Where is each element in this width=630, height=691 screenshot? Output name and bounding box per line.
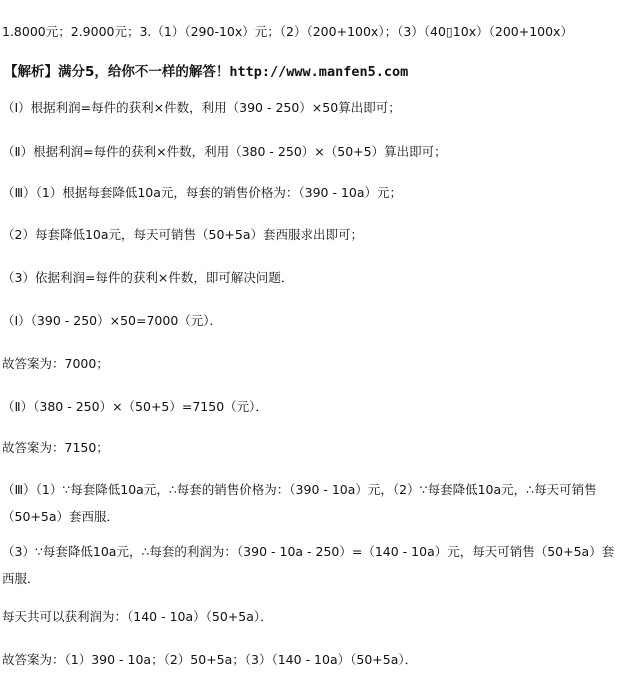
solution-part-1: （Ⅰ）（390 - 250）×50=7000（元）． — [2, 313, 223, 328]
explanation-line-1: （Ⅰ）根据利润=每件的获利×件数，利用（390 - 250）×50算出即可； — [2, 100, 401, 115]
answer-line: 1.8000元；2.9000元；3.（1）（290-10x）元；（2）（200+100x）；（3）（40▯10x）（200+100x） — [2, 24, 573, 39]
final-answer-line: 故答案为：（1）390 - 10a；（2）50+5a；（3）（140 - 10a）（50+5a）． — [2, 652, 418, 667]
answer-part-1: 故答案为：7000； — [2, 356, 109, 371]
total-profit-line: 每天共可以获利润为：（140 - 10a）（50+5a）． — [2, 609, 273, 624]
explanation-line-5: （3）依据利润=每件的获利×件数，即可解决问题． — [2, 270, 294, 285]
explanation-line-4: （2）每套降低10a元，每天可销售（50+5a）套西服求出即可； — [2, 227, 364, 242]
explanation-line-2: （Ⅱ）根据利润=每件的获利×件数，利用（380 - 250）×（50+5）算出即可； — [2, 144, 447, 159]
solution-part-3-1: （Ⅲ）（1）∵每套降低10a元，∴每套的销售价格为：（390 - 10a）元，（2）∵每套降低10a元，∴每天可销售（50+5a）套西服． — [2, 482, 597, 524]
analysis-url[interactable]: http://www.manfen5.com — [229, 64, 409, 80]
explanation-line-3: （Ⅲ）（1）根据每套降低10a元，每套的销售价格为：（390 - 10a）元； — [2, 185, 403, 200]
analysis-title: 【解析】满分5，给你不一样的解答！ — [4, 64, 230, 80]
solution-part-3-2: （3）∵每套降低10a元，∴每套的利润为：（390 - 10a - 250）=（140 - 10a）元，每天可销售（50+5a）套西服． — [2, 544, 615, 586]
solution-part-2: （Ⅱ）（380 - 250）×（50+5）=7150（元）． — [2, 399, 268, 414]
answer-part-2: 故答案为：7150； — [2, 440, 109, 455]
analysis-heading — [4, 64, 626, 80]
